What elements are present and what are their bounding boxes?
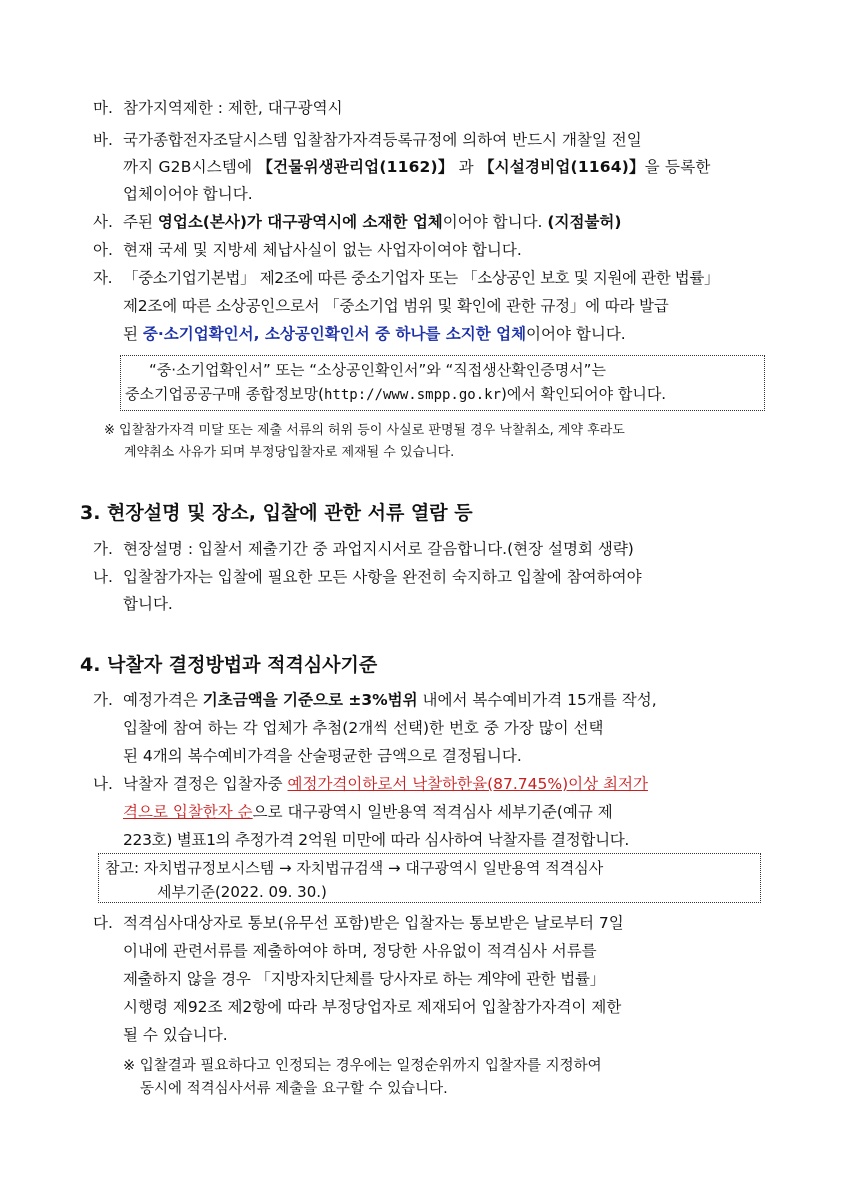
item-ba — [93, 126, 773, 154]
section-4-item-da-line3: 제출하지 않을 경우 「지방자치단체를 당사자로 하는 계약에 관한 법률」 — [123, 970, 606, 988]
item-ja-line2: 제2조에 따른 소상공인으로서 「중소기업 범위 및 확인에 관한 규정」에 따라 발급 — [123, 297, 669, 315]
item-marker: 아. — [93, 241, 113, 259]
location-requirement: 영업소(본사)가 대구광역시에 소재한 업체 — [157, 213, 443, 231]
text-run: 낙찰자 결정은 입찰자중 — [123, 775, 288, 793]
note-disqualification-line2: 계약취소 사유가 되며 부정당입찰자로 제재될 수 있습니다. — [124, 445, 455, 460]
text-run: 예정가격은 — [123, 691, 203, 709]
note-eligibility: ※ 입찰결과 필요하다고 인정되는 경우에는 일정순위까지 입찰자를 지정하여 — [123, 1058, 602, 1074]
item-ja — [93, 264, 773, 292]
section-4-item-da-line4: 시행령 제92조 제2항에 따라 부정당업자로 제재되어 입찰참가자격이 제한 — [123, 998, 622, 1016]
note-eligibility-line2: 동시에 적격심사서류 제출을 요구할 수 있습니다. — [140, 1081, 448, 1097]
text-run: 과 — [453, 158, 479, 176]
section-4-item-ga-line2: 입찰에 참여 하는 각 업체가 추첨(2개씩 선택)한 번호 중 가장 많이 선택 — [123, 719, 604, 737]
item-ja-line3 — [123, 320, 626, 348]
item-marker: 바. — [93, 131, 113, 149]
item-marker: 다. — [93, 914, 113, 932]
text-run: 이어야 합니다. — [526, 325, 626, 343]
box-line: 참고: 자치법규정보시스템 → 자치법규검색 → 대구광역시 일반용역 적격심사 — [105, 859, 604, 877]
note-disqualification: ※ 입찰참가자격 미달 또는 제출 서류의 허위 등이 사실로 판명될 경우 낙찰취소, 계약 후라도 — [104, 423, 625, 438]
license-building-hygiene: 【건물위생관리업(1162)】 — [257, 158, 454, 176]
text-run: 내에서 복수예비가격 15개를 작성, — [417, 691, 657, 709]
item-marker: 가. — [93, 691, 113, 709]
section-3-item-ga — [93, 535, 773, 563]
item-marker: 사. — [93, 213, 113, 231]
branch-not-allowed: (지점불허) — [547, 213, 622, 231]
section-4-item-da — [93, 909, 773, 937]
section-3-item-na — [93, 563, 773, 591]
text-run: )에서 확인되어야 합니다. — [501, 385, 667, 403]
price-range: 기초금액을 기준으로 ±3%범위 — [202, 691, 418, 709]
license-security: 【시설경비업(1164)】 — [478, 158, 645, 176]
text-run: 까지 G2B시스템에 — [123, 158, 258, 176]
section-4-item-da-line2: 이내에 관련서류를 제출하여야 하며, 정당한 사유없이 적격심사 서류를 — [123, 942, 597, 960]
section-3-item-na-line2: 합니다. — [123, 595, 173, 613]
item-marker: 나. — [93, 775, 113, 793]
item-text: 입찰참가자는 입찰에 필요한 모든 사항을 완전히 숙지하고 입찰에 참여하여야 — [123, 568, 642, 586]
certificate-notice-box — [120, 355, 765, 411]
section-4-heading: 4. 낙찰자 결정방법과 적격심사기준 — [80, 654, 378, 676]
box-line: “중·소기업확인서” 또는 “소상공인확인서”와 “직접생산확인증명서”는 — [149, 361, 606, 379]
item-marker: 나. — [93, 568, 113, 586]
item-sa — [93, 208, 773, 236]
item-text: 참가지역제한 : 제한, 대구광역시 — [123, 99, 343, 117]
section-4-item-na-line2 — [123, 798, 613, 826]
item-ba-line3: 업체이어야 합니다. — [123, 185, 253, 203]
item-text: 「중소기업기본법」 제2조에 따른 중소기업자 또는 「소상공인 보호 및 지원에 관한 법률」 — [123, 269, 720, 287]
item-text: 국가종합전자조달시스템 입찰참가자격등록규정에 의하여 반드시 개찰일 전일 — [123, 131, 642, 149]
section-3-heading: 3. 현장설명 및 장소, 입찰에 관한 서류 열람 등 — [80, 502, 473, 524]
item-text: 현장설명 : 입찰서 제출기간 중 과업지시서로 갈음합니다.(현장 설명회 생략) — [123, 540, 634, 558]
section-4-item-na-line3: 223호) 별표1의 추정가격 2억원 미만에 따라 심사하여 낙찰자를 결정합니다. — [123, 831, 630, 849]
item-marker: 가. — [93, 540, 113, 558]
award-rate: 예정가격이하로서 낙찰하한율(87.745%)이상 최저가 — [287, 775, 648, 793]
item-a — [93, 236, 773, 264]
award-rate-continued: 격으로 입찰한자 순 — [123, 803, 253, 821]
box-line — [121, 382, 764, 407]
text-run: 주된 — [123, 213, 158, 231]
smpp-link[interactable]: http://www.smpp.go.kr — [324, 387, 502, 403]
text-run: 을 등록한 — [644, 158, 711, 176]
reference-box — [98, 853, 761, 903]
text-run: 된 — [123, 325, 143, 343]
item-text: 현재 국세 및 지방세 체납사실이 없는 사업자이여야 합니다. — [123, 241, 522, 259]
section-4-item-ga — [93, 686, 773, 714]
text-run: 으로 대구광역시 일반용역 적격심사 세부기준(예규 제 — [252, 803, 613, 821]
item-ma — [93, 94, 773, 122]
item-ba-line2 — [123, 153, 711, 181]
section-4-item-na — [93, 770, 773, 798]
section-4-item-ga-line3: 된 4개의 복수예비가격을 산술평균한 금액으로 결정됩니다. — [123, 747, 522, 765]
box-line: 세부기준(2022. 09. 30.) — [157, 883, 327, 901]
item-marker: 마. — [93, 99, 113, 117]
text-run: 이어야 합니다. — [442, 213, 548, 231]
item-marker: 자. — [93, 269, 113, 287]
text-run: 중소기업공공구매 종합정보망( — [125, 385, 324, 403]
certificate-requirement: 중·소기업확인서, 소상공인확인서 중 하나를 소지한 업체 — [142, 325, 527, 343]
section-4-item-da-line5: 될 수 있습니다. — [123, 1026, 228, 1044]
item-text: 적격심사대상자로 통보(유무선 포함)받은 입찰자는 통보받은 날로부터 7일 — [123, 914, 624, 932]
